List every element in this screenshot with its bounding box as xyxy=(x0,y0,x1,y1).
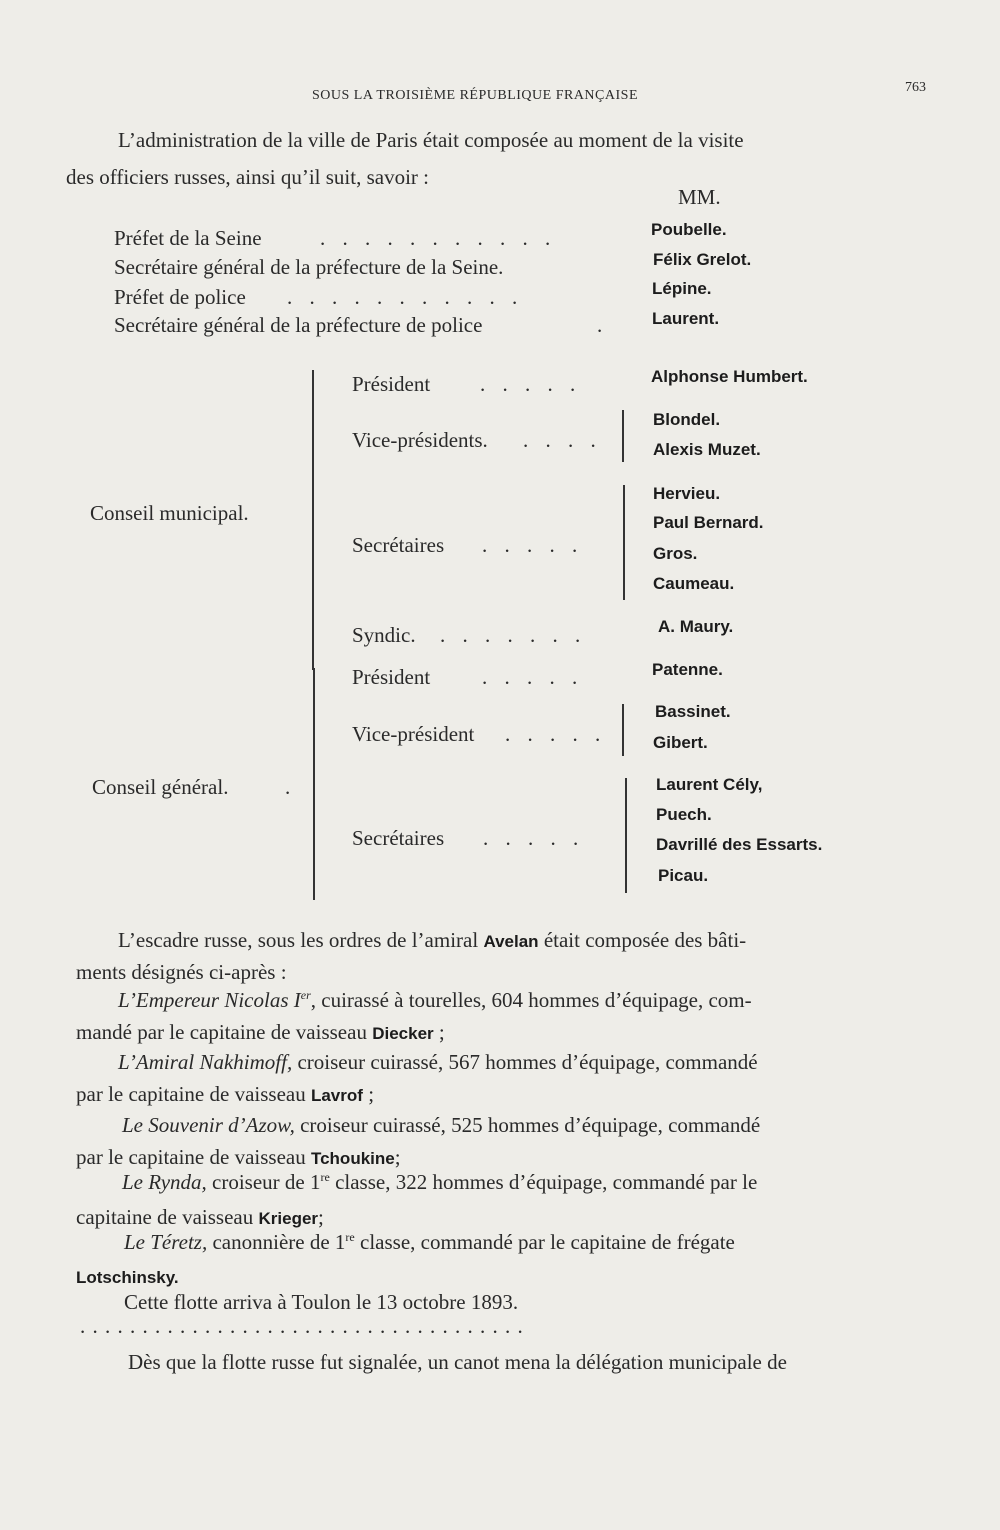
text-run: L’escadre russe, sous les ordres de l’amiral xyxy=(118,928,479,952)
official-role: Préfet de police xyxy=(114,285,246,309)
official-role: Secrétaire général de la préfecture de police xyxy=(114,313,483,337)
ship-name: Le Rynda, xyxy=(122,1170,207,1194)
member-name: Hervieu. xyxy=(653,484,721,503)
ship-name: L’Empereur Nicolas I xyxy=(118,988,301,1012)
role-label: Syndic. xyxy=(352,623,416,647)
member-name: Alphonse Humbert. xyxy=(651,367,808,386)
official-role: Préfet de la Seine xyxy=(114,226,262,250)
member-name: Bassinet. xyxy=(655,702,731,721)
ship-line xyxy=(118,988,752,1013)
text-run: croiseur cuirassé, 525 hommes d’équipage, commandé xyxy=(300,1113,761,1137)
text-run: croiseur de 1 xyxy=(212,1170,321,1194)
member-name: A. Maury. xyxy=(658,617,734,636)
text-run: ; xyxy=(318,1205,324,1229)
right-brace xyxy=(623,485,625,600)
ship-line xyxy=(76,1205,324,1230)
role-label: Vice-président xyxy=(352,722,475,746)
official-name: Poubelle. xyxy=(651,220,727,239)
right-brace xyxy=(625,778,627,893)
captain-name: Diecker xyxy=(372,1024,434,1043)
ship-name: L’Amiral Nakhimoff, xyxy=(118,1050,293,1074)
admiral-name: Avelan xyxy=(483,932,539,951)
text-run: classe, 322 hommes d’équipage, commandé par le xyxy=(335,1170,758,1194)
ship-line xyxy=(122,1113,760,1138)
member-name: Caumeau. xyxy=(653,574,735,593)
captain-name: Lavrof xyxy=(310,1086,363,1105)
leader-dots: . xyxy=(285,775,291,799)
role-label: Secrétaires xyxy=(352,826,445,850)
ship-line xyxy=(76,1145,401,1170)
text-run: classe, commandé par le capitaine de frégate xyxy=(360,1230,735,1254)
leader-dots: . xyxy=(597,313,603,337)
ship-line xyxy=(118,1050,758,1075)
role-label: Président xyxy=(352,372,431,396)
leader-dots: . . . . . xyxy=(505,722,607,746)
ship-name: Le Souvenir d’Azow, xyxy=(122,1113,295,1137)
text-run: , cuirassé à tourelles, 604 hommes d’équipage, com- xyxy=(310,988,752,1012)
right-brace xyxy=(622,410,624,462)
captain-name: Krieger xyxy=(258,1209,319,1228)
member-name: Puech. xyxy=(656,805,712,824)
intro-line-1: L’administration de la ville de Paris était composée au moment de la visite xyxy=(118,128,744,152)
leader-dots: . . . . . . . xyxy=(440,623,587,647)
text-run: ; xyxy=(438,1020,445,1044)
leader-dots: . . . . xyxy=(523,428,602,452)
ship-name: Le Téretz, xyxy=(124,1230,208,1254)
left-brace xyxy=(312,370,314,670)
leader-dots: . . . . . . . . . . . xyxy=(287,285,524,309)
text-run: capitaine de vaisseau xyxy=(76,1205,254,1229)
ship-sup: er xyxy=(300,988,311,1002)
member-name: Patenne. xyxy=(652,660,723,679)
member-name: Alexis Muzet. xyxy=(653,440,761,459)
text-run: par le capitaine de vaisseau xyxy=(76,1082,306,1106)
leader-dots: . . . . . xyxy=(480,372,582,396)
left-brace xyxy=(313,668,315,900)
member-name: Gibert. xyxy=(653,733,708,752)
ellipsis-line: . . . . . . . . . . . . . . . . . . . . . . . . . . . . . . . . . . . . xyxy=(80,1314,524,1338)
ship-line xyxy=(76,1082,374,1107)
ship-sup: re xyxy=(345,1230,355,1244)
official-name: Lépine. xyxy=(652,279,712,298)
role-label: Président xyxy=(352,665,431,689)
escadre-line-1 xyxy=(118,928,746,953)
running-title: SOUS LA TROISIÈME RÉPUBLIQUE FRANÇAISE xyxy=(312,88,638,103)
text-run: croiseur cuirassé, 567 hommes d’équipage, commandé xyxy=(297,1050,758,1074)
member-name: Blondel. xyxy=(653,410,721,429)
arrival-line: Cette flotte arriva à Toulon le 13 octobre 1893. xyxy=(124,1290,519,1314)
member-name: Picau. xyxy=(658,866,709,885)
leader-dots: . . . . . xyxy=(482,665,584,689)
captain-name: Tchoukine xyxy=(310,1149,395,1168)
conseil-municipal-label: Conseil municipal. xyxy=(90,501,249,525)
ship-line xyxy=(122,1170,757,1195)
captain-name: Lotschinsky. xyxy=(76,1268,179,1287)
page-number: 763 xyxy=(905,80,926,95)
member-name: Gros. xyxy=(653,544,698,563)
leader-dots: . . . . . xyxy=(483,826,585,850)
official-name: Félix Grelot. xyxy=(653,250,752,269)
ship-sup: re xyxy=(320,1170,330,1184)
role-label: Secrétaires xyxy=(352,533,445,557)
text-run: était composée des bâti- xyxy=(543,928,747,952)
member-name: Paul Bernard. xyxy=(653,513,764,532)
text-run: par le capitaine de vaisseau xyxy=(76,1145,306,1169)
ship-line xyxy=(124,1230,735,1255)
mm-label: MM. xyxy=(678,185,721,209)
leader-dots: . . . . . xyxy=(482,533,584,557)
text-run: ; xyxy=(394,1145,401,1169)
official-role: Secrétaire général de la préfecture de la Seine. xyxy=(114,255,504,279)
member-name: Davrillé des Essarts. xyxy=(656,835,823,854)
last-line: Dès que la flotte russe fut signalée, un canot mena la délégation municipale de xyxy=(128,1350,787,1374)
text-run: mandé par le capitaine de vaisseau xyxy=(76,1020,367,1044)
conseil-general-label: Conseil général. xyxy=(92,775,229,799)
leader-dots: . . . . . . . . . . . xyxy=(320,226,557,250)
text-run: ; xyxy=(368,1082,375,1106)
text-run: canonnière de 1 xyxy=(212,1230,346,1254)
escadre-line-2: ments désignés ci-après : xyxy=(76,960,287,984)
official-name: Laurent. xyxy=(652,309,720,328)
right-brace xyxy=(622,704,624,756)
ship-line xyxy=(76,1020,445,1045)
role-label: Vice-présidents. xyxy=(352,428,488,452)
member-name: Laurent Cély, xyxy=(656,775,763,794)
intro-line-2: des officiers russes, ainsi qu’il suit, savoir : xyxy=(66,165,429,189)
